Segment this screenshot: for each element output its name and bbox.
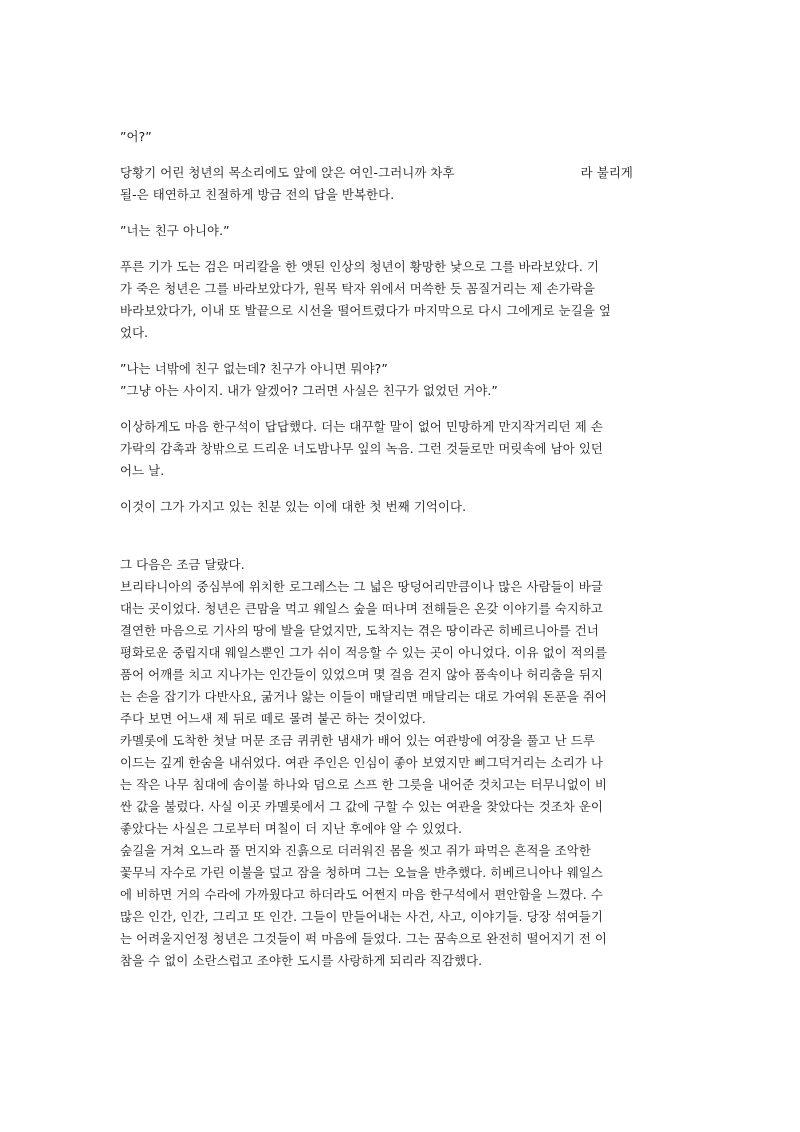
paragraph (112, 554, 702, 972)
paragraph (112, 358, 702, 402)
text-line: 그 다음은 조금 달랐다. (120, 557, 245, 572)
text-line: 싼 값을 불렀다. 사실 이곳 카멜롯에서 그 값에 구할 수 있는 여관을 찾았다는 것조차 운이 (120, 799, 604, 814)
paragraph-gap (112, 518, 702, 554)
text-line: 에 비하면 거의 수라에 가까웠다고 하더라도 어쩐지 마음 한구석에서 편안함을 느꼈다. 수 (120, 887, 603, 902)
paragraph-gap (112, 206, 702, 220)
text-line: 가락의 감촉과 창밖으로 드리운 너도밤나무 잎의 녹음. 그런 것들로만 머릿속에 남아 있던 (120, 441, 603, 456)
paragraph (112, 256, 702, 344)
text-line: 주다 보면 어느새 제 뒤로 떼로 몰려 붙곤 하는 것이었다. (120, 711, 426, 726)
text-line: 평화로운 중립지대 웨일스뿐인 그가 쉬이 적응할 수 있는 곳이 아니었다. 이유 없이 적의를 (120, 645, 607, 660)
text-line: 숲길을 거쳐 오느라 풀 먼지와 진흙으로 더러워진 몸을 씻고 쥐가 파먹은 흔적을 조악한 (120, 843, 591, 858)
text-line: 꽃무늬 자수로 가린 이불을 덮고 잠을 청하며 그는 오늘을 반추했다. 히베르니아나 웨일스 (120, 865, 603, 880)
text-line: 이것이 그가 가지고 있는 친분 있는 이에 대한 첫 번째 기억이다. (120, 499, 467, 514)
text-line: 될-은 태연하고 친절하게 방금 전의 답을 반복한다. (120, 187, 395, 202)
text-line: 었다. (120, 325, 149, 340)
text-line: 는 어려울지언정 청년은 그것들이 퍽 마음에 들었다. 그는 꿈속으로 완전히 떨어지기 전 이 (120, 931, 607, 946)
paragraph-gap (112, 148, 702, 162)
text-line: 많은 인간, 인간, 그리고 또 인간. 그들이 만들어내는 사건, 사고, 이야기들. 당장 섞여들기 (120, 909, 604, 924)
text-line: 푸른 기가 도는 검은 머리칼을 한 앳된 인상의 청년이 황망한 낯으로 그를 바라보았다. 기 (120, 259, 599, 274)
paragraph (112, 162, 702, 206)
text-line: 바라보았다가, 이내 또 발끝으로 시선을 떨어트렸다가 마지막으로 다시 그에게로 눈길을 엎 (120, 303, 611, 318)
text-line: 이상하게도 마음 한구석이 답답했다. 더는 대꾸할 말이 없어 민망하게 만지작거리던 제 손 (120, 419, 603, 434)
text-line: ”너는 친구 아니야.” (120, 223, 230, 238)
text-line: 당황기 어린 청년의 목소리에도 앞에 앉은 여인-그러니까 차후 라 불리게 (120, 165, 633, 180)
text-line: 는 손을 잡기가 다반사요, 굶거나 앓는 이들이 매달리면 매달리는 대로 가여워 돈푼을 쥐어 (120, 689, 607, 704)
text-line: ”나는 너밖에 친구 없는데? 친구가 아니면 뭐야?” (120, 361, 388, 376)
paragraph-gap (112, 402, 702, 416)
text-line: 어느 날. (120, 463, 165, 478)
text-line: 카멜롯에 도착한 첫날 머문 조금 퀴퀴한 냄새가 배어 있는 여관방에 여장을 풀고 난 드루 (120, 733, 595, 748)
paragraph (112, 220, 702, 242)
text-line: ”어?” (120, 129, 152, 144)
text-line: 대는 곳이었다. 청년은 큰맘을 먹고 웨일스 숲을 떠나며 전해들은 온갖 이야기를 숙지하고 (120, 601, 603, 616)
text-line: 좋았다는 사실은 그로부터 며칠이 더 지난 후에야 알 수 있었다. (120, 821, 463, 836)
text-line: 결연한 마음으로 기사의 땅에 발을 닫었지만, 도착지는 겪은 땅이라곤 히베르니아를 건너 (120, 623, 599, 638)
text-line: 가 죽은 청년은 그를 바라보았다가, 원목 탁자 위에서 머쓱한 듯 꼼질거리는 제 손가락을 (120, 281, 595, 296)
paragraph (112, 496, 702, 518)
paragraph (112, 126, 702, 148)
text-line: 브리타니아의 중심부에 위치한 로그레스는 그 넓은 땅덩어리만큼이나 많은 사람들이 바글 (120, 579, 603, 594)
paragraph-gap (112, 482, 702, 496)
paragraph-gap (112, 344, 702, 358)
text-line: ”그냥 아는 사이지. 내가 알겠어? 그러면 사실은 친구가 없었던 거야.” (120, 383, 498, 398)
text-line: 이드는 깊게 한숨을 내쉬었다. 여관 주인은 인심이 좋아 보였지만 삐그덕거리는 소리가 나 (120, 755, 603, 770)
paragraph-gap (112, 242, 702, 256)
text-line: 는 작은 나무 침대에 솜이불 하나와 덤으로 스프 한 그릇을 내어준 것치고는 터무니없이 비 (120, 777, 607, 792)
text-line: 품어 어깨를 치고 지나가는 인간들이 있었으며 몇 걸음 걷지 않아 품속이나 허리춤을 뒤지 (120, 667, 603, 682)
paragraph (112, 416, 702, 482)
text-line: 참을 수 없이 소란스럽고 조야한 도시를 사랑하게 되리라 직감했다. (120, 953, 483, 968)
document-body (112, 126, 702, 972)
